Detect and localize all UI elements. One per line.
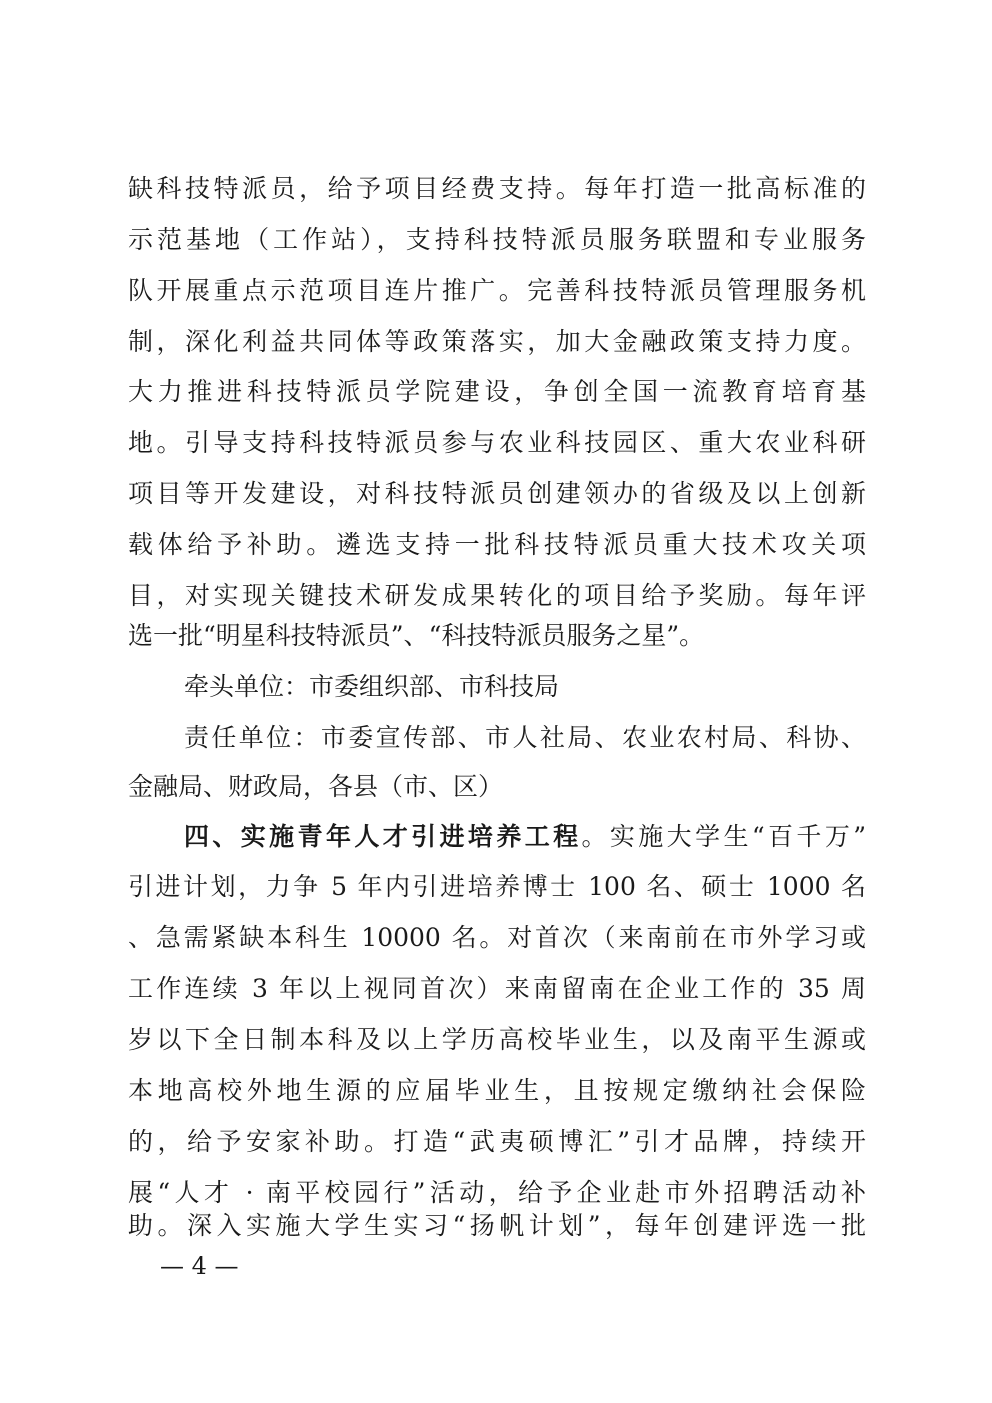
section-heading-line <box>184 820 866 854</box>
paragraph-line: 本地高校外地生源的应届毕业生，且按规定缴纳社会保险 <box>128 1076 866 1105</box>
paragraph-line: 制，深化利益共同体等政策落实，加大金融政策支持力度。 <box>128 327 866 356</box>
page-number: — 4 — <box>160 1252 239 1280</box>
paragraph-line: 、急需紧缺本科生 10000 名。对首次（来南前在市外学习或 <box>128 923 866 952</box>
lead-unit-line: 牵头单位：市委组织部、市科技局 <box>184 672 560 701</box>
paragraph-line: 展“人才 · 南平校园行”活动，给予企业赴市外招聘活动补 <box>128 1178 866 1207</box>
section-heading: 四、实施青年人才引进培养工程 <box>184 822 582 851</box>
paragraph-line: 队开展重点示范项目连片推广。完善科技特派员管理服务机 <box>128 276 866 305</box>
paragraph-line: 载体给予补助。遴选支持一批科技特派员重大技术攻关项 <box>128 530 866 559</box>
paragraph-line: 岁以下全日制本科及以上学历高校毕业生，以及南平生源或 <box>128 1025 866 1054</box>
paragraph-line: 选一批“明星科技特派员”、“科技特派员服务之星”。 <box>128 621 705 650</box>
paragraph-line: 目，对实现关键技术研发成果转化的项目给予奖励。每年评 <box>128 581 866 610</box>
paragraph-line: 地。引导支持科技特派员参与农业科技园区、重大农业科研 <box>128 428 866 457</box>
paragraph-line: 助。深入实施大学生实习“扬帆计划”，每年创建评选一批 <box>128 1211 866 1240</box>
paragraph-line: 引进计划，力争 5 年内引进培养博士 100 名、硕士 1000 名 <box>128 872 866 901</box>
paragraph-line: 的，给予安家补助。打造“武夷硕博汇”引才品牌，持续开 <box>128 1127 866 1156</box>
paragraph-line: 大力推进科技特派员学院建设，争创全国一流教育培育基 <box>128 377 866 406</box>
paragraph-line: 示范基地（工作站），支持科技特派员服务联盟和专业服务 <box>128 225 866 254</box>
responsible-unit-line: 责任单位：市委宣传部、市人社局、农业农村局、科协、 <box>184 723 866 752</box>
responsible-unit-line: 金融局、财政局，各县（市、区） <box>128 772 504 801</box>
paragraph-line: 缺科技特派员，给予项目经费支持。每年打造一批高标准的 <box>128 174 866 203</box>
section-intro-text: 。实施大学生“百千万” <box>581 822 866 851</box>
paragraph-line: 项目等开发建设，对科技特派员创建领办的省级及以上创新 <box>128 479 866 508</box>
paragraph-line: 工作连续 3 年以上视同首次）来南留南在企业工作的 35 周 <box>128 974 866 1003</box>
